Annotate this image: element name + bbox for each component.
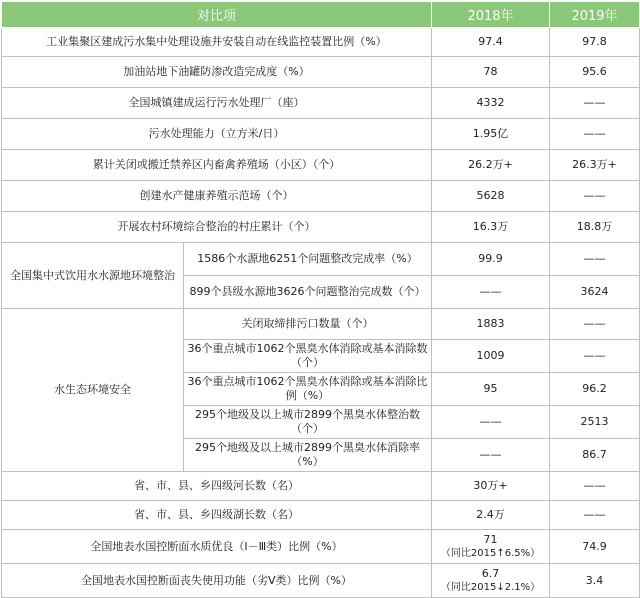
value-2018: 95 bbox=[432, 373, 550, 406]
value-2019: 74.9 bbox=[550, 530, 640, 564]
value-2019: 18.8万 bbox=[550, 212, 640, 243]
header-item: 对比项 bbox=[2, 2, 432, 28]
sub-row-label: 295个地级及以上城市2899个黑臭水体消除率（%） bbox=[184, 439, 432, 472]
value-2018: 5628 bbox=[432, 181, 550, 212]
row-label: 省、市、县、乡四级河长数（名） bbox=[2, 472, 432, 501]
value-2019: —— bbox=[550, 243, 640, 276]
table-row bbox=[2, 212, 640, 243]
value-2018-note: （同比2015↑6.5%） bbox=[440, 547, 541, 559]
header-2019: 2019年 bbox=[550, 2, 640, 28]
value-2018: —— bbox=[432, 276, 550, 309]
value-2018: 4332 bbox=[432, 88, 550, 119]
row-label: 工业集聚区建成污水集中处理设施并安装自动在线监控装置比例（%） bbox=[2, 28, 432, 57]
table-row bbox=[2, 119, 640, 150]
value-2018-main: 71 bbox=[483, 532, 498, 546]
row-label: 全国地表水国控断面丧失使用功能（劣Ⅴ类）比例（%） bbox=[2, 564, 432, 598]
sub-row-label: 36个重点城市1062个黑臭水体消除或基本消除比例（%） bbox=[184, 373, 432, 406]
value-2019: —— bbox=[550, 119, 640, 150]
row-label: 省、市、县、乡四级湖长数（名） bbox=[2, 501, 432, 530]
value-2018: —— bbox=[432, 406, 550, 439]
value-2019: —— bbox=[550, 472, 640, 501]
value-2018: 16.3万 bbox=[432, 212, 550, 243]
value-2018: 99.9 bbox=[432, 243, 550, 276]
row-label: 开展农村环境综合整治的村庄累计（个） bbox=[2, 212, 432, 243]
value-2018-note: （同比2015↓2.1%） bbox=[440, 581, 541, 593]
group-label-water-source: 全国集中式饮用水水源地环境整治 bbox=[2, 243, 184, 309]
table-row bbox=[2, 530, 640, 564]
value-2018 bbox=[432, 530, 550, 564]
value-2018: 97.4 bbox=[432, 28, 550, 57]
value-2018: 2.4万 bbox=[432, 501, 550, 530]
value-2018: 1883 bbox=[432, 309, 550, 340]
value-2019: —— bbox=[550, 340, 640, 373]
row-label: 全国地表水国控断面水质优良（Ⅰ－Ⅲ类）比例（%） bbox=[2, 530, 432, 564]
row-label: 创建水产健康养殖示范场（个） bbox=[2, 181, 432, 212]
table-row bbox=[2, 181, 640, 212]
table-row bbox=[2, 309, 640, 340]
value-2018: 30万+ bbox=[432, 472, 550, 501]
table-row bbox=[2, 501, 640, 530]
value-2019: 96.2 bbox=[550, 373, 640, 406]
table-row bbox=[2, 150, 640, 181]
table-row bbox=[2, 28, 640, 57]
table-row bbox=[2, 243, 640, 276]
sub-row-label: 295个地级及以上城市2899个黑臭水体整治数（个） bbox=[184, 406, 432, 439]
sub-row-label: 关闭取缔排污口数量（个） bbox=[184, 309, 432, 340]
value-2019: 3.4 bbox=[550, 564, 640, 598]
row-label: 污水处理能力（立方米/日） bbox=[2, 119, 432, 150]
value-2019: 97.8 bbox=[550, 28, 640, 57]
value-2018: 78 bbox=[432, 57, 550, 88]
table-row bbox=[2, 88, 640, 119]
table-row bbox=[2, 57, 640, 88]
group-label-water-ecology: 水生态环境安全 bbox=[2, 309, 184, 472]
value-2019: 3624 bbox=[550, 276, 640, 309]
row-label: 累计关闭或搬迁禁养区内畜禽养殖场（小区）（个） bbox=[2, 150, 432, 181]
value-2018: 1009 bbox=[432, 340, 550, 373]
value-2018: 26.2万+ bbox=[432, 150, 550, 181]
sub-row-label: 899个县级水源地3626个问题整治完成数（个） bbox=[184, 276, 432, 309]
table-row bbox=[2, 472, 640, 501]
value-2019: 26.3万+ bbox=[550, 150, 640, 181]
value-2019: 2513 bbox=[550, 406, 640, 439]
header-2018: 2018年 bbox=[432, 2, 550, 28]
value-2019: —— bbox=[550, 181, 640, 212]
value-2019: 95.6 bbox=[550, 57, 640, 88]
value-2019: —— bbox=[550, 309, 640, 340]
value-2019: 86.7 bbox=[550, 439, 640, 472]
value-2018: 1.95亿 bbox=[432, 119, 550, 150]
row-label: 全国城镇建成运行污水处理厂（座） bbox=[2, 88, 432, 119]
value-2019: —— bbox=[550, 501, 640, 530]
value-2019: —— bbox=[550, 88, 640, 119]
sub-row-label: 36个重点城市1062个黑臭水体消除或基本消除数（个） bbox=[184, 340, 432, 373]
sub-row-label: 1586个水源地6251个问题整改完成率（%） bbox=[184, 243, 432, 276]
header-row bbox=[2, 2, 640, 28]
value-2018: —— bbox=[432, 439, 550, 472]
row-label: 加油站地下油罐防渗改造完成度（%） bbox=[2, 57, 432, 88]
value-2018-main: 6.7 bbox=[481, 566, 500, 580]
comparison-table bbox=[1, 1, 640, 598]
